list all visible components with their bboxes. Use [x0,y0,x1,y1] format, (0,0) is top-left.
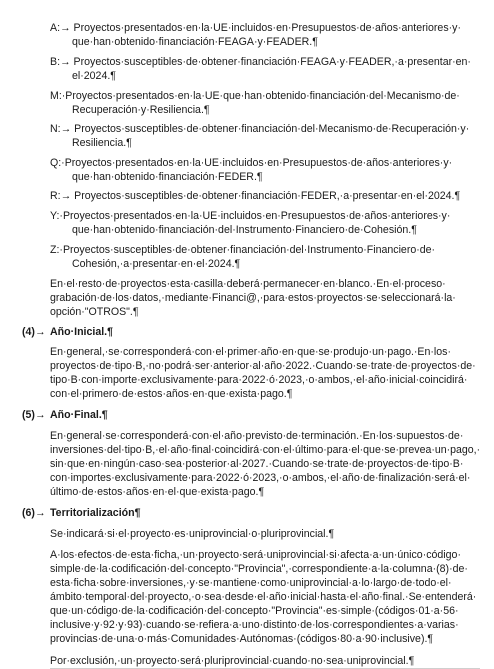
rest-line-1: En·el·resto·de·proyectos·esta·casilla·deberá·permanecer·en·blanco.·En·el·proceso· [50,278,446,290]
section-6-p2-line-7: provincias·de·una·o·más·Comunidades·Autónomas·(códigos·80·a·90·inclusive).¶ [50,633,434,645]
section-6-p3-line-1: Por·exclusión,·un·proyecto·será·pluriprovincial·cuando·no·sea·uniprovincial.¶ [50,655,415,667]
section-5-line-4: con·importes·exclusivamente·para·2022·ó·2023,·o·ambos,·el·año·de·finalización·será·el· [50,472,471,484]
code-q-line-1: Q:·Proyectos·presentados·en·la·UE·incluidos·en·Presupuestos·de·años·anteriores·y· [50,157,453,169]
section-5-line-1: En·general·se·corresponderá·con·el·año·previsto·de·terminación.·En·los·supuestos·de· [50,430,464,442]
section-6-p2-line-2: simple·de·la·codificación·del·concepto·"Provincia",·correspondiente·a·la·columna·(8)·de· [50,563,468,575]
section-6-p2-line-1: A·los·efectos·de·esta·ficha,·un·proyecto·será·uniprovincial·si·afecta·a·un·único·código· [50,549,461,561]
code-n-line-1: N:→ Proyectos·susceptibles·de·obtener·financiación·del·Mecanismo·de·Recuperación·y· [50,123,470,135]
section-6-p2-line-5: que·un·código·de·la·codificación·del·concepto·"Provincia"·es·simple·(códigos·01·a·56· [50,605,459,617]
code-a-line-2: que·han·obtenido·financiación·FEAGA·y·FEADER.¶ [72,36,318,48]
section-4-line-4: con·el·primero·de·estos·años·en·que·exista·pago.¶ [50,388,293,400]
rest-line-2: grabación·de·los·datos,·mediante·Financi@,·para·estos·proyectos·se·seleccionará·la· [50,292,456,304]
section-5-title: Año·Final.¶ [50,409,108,421]
section-4-title: Año·Inicial.¶ [50,326,113,338]
code-z-line-2: Cohesión,·a·presentar·en·el·2024.¶ [72,258,241,270]
code-y-line-1: Y:·Proyectos·presentados·en·la·UE·incluidos·en·Presupuestos·de·años·anteriores·y· [50,210,451,222]
code-q-line-2: que·han·obtenido·financiación·FEDER.¶ [72,171,263,183]
section-4-line-1: En·general,·se·corresponderá·con·el·primer·año·en·que·se·produjo·un·pago.·En·los· [50,346,451,358]
code-m-line-1: M:·Proyectos·presentados·en·la·UE·que·han·obtenido·financiación·del·Mecanismo·de· [50,90,460,102]
section-6-title: Territorialización¶ [50,507,141,519]
section-6-p2-line-4: ámbito·temporal·del·proyecto,·o·sea·desde·el·año·inicial·hasta·el·año·final.·Se·entenderá· [50,591,477,603]
code-r-line-1: R:→ Proyectos·susceptibles·de·obtener·financiación·FEDER,·a·presentar·en·el·2024.¶ [50,190,461,202]
rest-line-3: opción·"OTROS".¶ [50,306,139,318]
section-5-line-2: inversiones·del·tipo·B,·el·año·final·coincidirá·con·el·último·para·el·que·se·prevea·un·pago,· [50,444,481,456]
section-5-number: (5)→ [22,409,46,421]
section-4-number: (4)→ [22,326,46,338]
code-y-line-2: que·han·obtenido·financiación·del·Instrumento·Financiero·de·Cohesión.¶ [72,224,417,236]
code-m-line-2: Recuperación·y·Resiliencia.¶ [72,104,210,116]
section-6-number: (6)→ [22,507,46,519]
section-4-line-3: tipo·B·con·importe·exclusivamente·para·2022·ó·2023,·o·ambos,·el·año·inicial·coincidirá· [50,374,468,386]
section-6-p2-line-6: inclusive·y·92·y·93)·cuando·se·refiera·a·uno·distinto·de·los·correspondientes·a·varias· [50,619,459,631]
section-6-p1-line-1: Se·indicará·si·el·proyecto·es·uniprovincial·o·pluriprovincial.¶ [50,528,335,540]
code-a-line-1: A:→ Proyectos·presentados·en·la·UE·incluidos·en·Presupuestos·de·años·anteriores·y· [50,22,461,34]
section-6-p2-line-3: esta·ficha·sobre·inversiones,·y·se·mantiene·como·uniprovincial·a·lo·largo·de·todo·el· [50,577,452,589]
code-n-line-2: Resiliencia.¶ [72,137,132,149]
section-4-line-2: proyectos·de·tipo·B,·no·podrá·ser·anterior·al·año·2022.·Cuando·se·trate·de·proyectos·de· [50,360,476,372]
code-z-line-1: Z:·Proyectos·susceptibles·de·obtener·financiación·del·Instrumento·Financiero·de· [50,244,436,256]
section-5-line-3: sin·que·en·ningún·caso·sea·posterior·al·2027.·Cuando·se·trate·de·proyectos·de·tipo·B· [50,458,464,470]
code-b-line-1: B:→ Proyectos·susceptibles·de·obtener·financiación·FEAGA·y·FEADER,·a·presentar·en· [50,56,471,68]
code-b-line-2: el·2024.¶ [72,70,116,82]
section-5-line-5: último·de·estos·años·en·el·que·exista·pago.¶ [50,486,265,498]
